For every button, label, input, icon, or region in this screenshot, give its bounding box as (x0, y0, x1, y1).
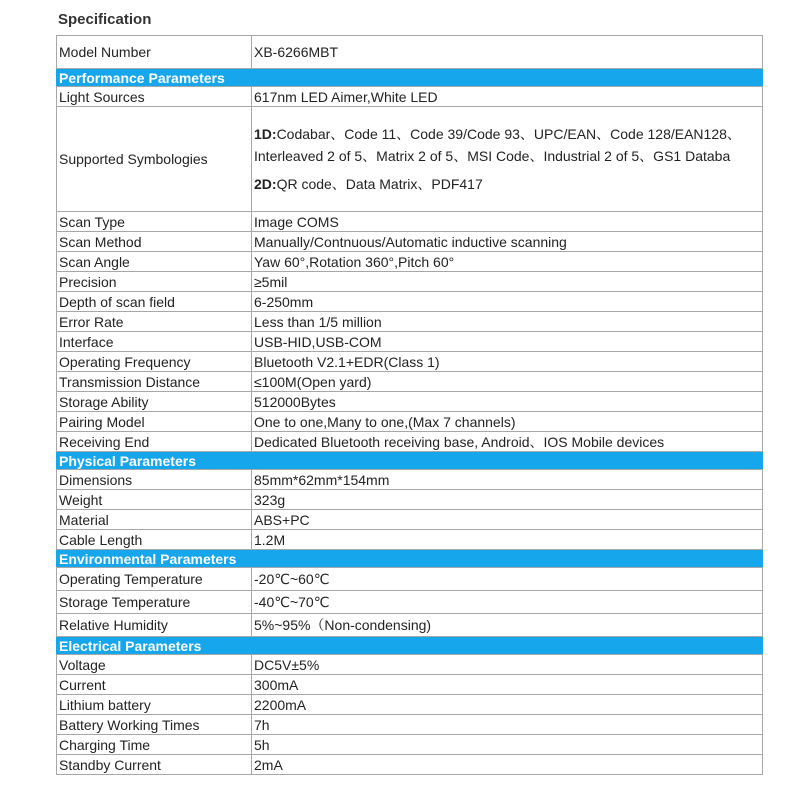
spec-value: 1.2M (252, 530, 763, 550)
spec-label: Interface (57, 332, 252, 352)
spec-value: XB-6266MBT (252, 36, 763, 69)
table-row (57, 252, 763, 272)
spec-value: ≥5mil (252, 272, 763, 292)
spec-value: 2mA (252, 755, 763, 775)
spec-label: Operating Frequency (57, 352, 252, 372)
table-row (57, 87, 763, 107)
spec-value: 5h (252, 735, 763, 755)
table-row (57, 614, 763, 637)
spec-value: ABS+PC (252, 510, 763, 530)
symbology-2d-prefix: 2D: (254, 176, 277, 192)
spec-label: Relative Humidity (57, 614, 252, 637)
table-row (57, 332, 763, 352)
spec-value: -20℃~60℃ (252, 568, 763, 591)
spec-label: Depth of scan field (57, 292, 252, 312)
spec-label: Storage Ability (57, 392, 252, 412)
spec-label: Light Sources (57, 87, 252, 107)
table-row (57, 755, 763, 775)
spec-label: Scan Type (57, 212, 252, 232)
spec-value: 617nm LED Aimer,White LED (252, 87, 763, 107)
spec-value: Bluetooth V2.1+EDR(Class 1) (252, 352, 763, 372)
spec-label: Storage Temperature (57, 591, 252, 614)
table-row (57, 36, 763, 69)
table-row (57, 591, 763, 614)
symbology-2d (254, 176, 483, 192)
table-row (57, 530, 763, 550)
spec-value: DC5V±5% (252, 655, 763, 675)
spec-table (56, 35, 763, 775)
table-row (57, 655, 763, 675)
table-row (57, 352, 763, 372)
table-row (57, 470, 763, 490)
table-row (57, 490, 763, 510)
section-title: Performance Parameters (57, 69, 763, 87)
table-row (57, 695, 763, 715)
spec-label: Supported Symbologies (57, 107, 252, 212)
spec-label: Charging Time (57, 735, 252, 755)
table-row (57, 510, 763, 530)
spec-label: Receiving End (57, 432, 252, 452)
spec-value: USB-HID,USB-COM (252, 332, 763, 352)
spec-value: Dedicated Bluetooth receiving base, Android、IOS Mobile devices (252, 432, 763, 452)
section-header-physical (57, 452, 763, 470)
spec-value: 85mm*62mm*154mm (252, 470, 763, 490)
table-row (57, 212, 763, 232)
spec-label: Standby Current (57, 755, 252, 775)
spec-value: 300mA (252, 675, 763, 695)
table-row (57, 392, 763, 412)
table-row (57, 675, 763, 695)
spec-value: 7h (252, 715, 763, 735)
spec-value: 5%~95%（Non-condensing) (252, 614, 763, 637)
spec-value: 6-250mm (252, 292, 763, 312)
symbology-2d-text: QR code、Data Matrix、PDF417 (276, 176, 483, 192)
section-title: Electrical Parameters (57, 637, 763, 655)
spec-label: Transmission Distance (57, 372, 252, 392)
spec-label: Lithium battery (57, 695, 252, 715)
spec-label: Scan Method (57, 232, 252, 252)
spec-value: One to one,Many to one,(Max 7 channels) (252, 412, 763, 432)
table-row (57, 568, 763, 591)
table-row (57, 735, 763, 755)
spec-value: ≤100M(Open yard) (252, 372, 763, 392)
section-title: Physical Parameters (57, 452, 763, 470)
spec-label: Pairing Model (57, 412, 252, 432)
spec-label: Material (57, 510, 252, 530)
spec-label: Precision (57, 272, 252, 292)
table-row (57, 272, 763, 292)
spec-value: Manually/Contnuous/Automatic inductive scanning (252, 232, 763, 252)
spec-value: 512000Bytes (252, 392, 763, 412)
spec-label: Dimensions (57, 470, 252, 490)
symbology-1d (254, 126, 741, 164)
section-header-environmental (57, 550, 763, 568)
table-row (57, 107, 763, 212)
spec-label: Current (57, 675, 252, 695)
spec-label: Scan Angle (57, 252, 252, 272)
spec-label: Error Rate (57, 312, 252, 332)
spec-value: -40℃~70℃ (252, 591, 763, 614)
spec-label: Voltage (57, 655, 252, 675)
table-row (57, 232, 763, 252)
symbology-1d-text: Codabar、Code 11、Code 39/Code 93、UPC/EAN、Code 128/EAN128、Interleaved 2 of 5、Matrix 2 of 5、MSI Code、Industrial 2 of 5、GS1 Databa (254, 126, 741, 164)
spec-value: 323g (252, 490, 763, 510)
section-header-performance (57, 69, 763, 87)
section-title: Environmental Parameters (57, 550, 763, 568)
page-title: Specification (58, 11, 152, 28)
spec-label: Weight (57, 490, 252, 510)
table-row (57, 292, 763, 312)
spec-value: Less than 1/5 million (252, 312, 763, 332)
spec-value: Image COMS (252, 212, 763, 232)
symbology-1d-prefix: 1D: (254, 126, 277, 142)
spec-value-symbologies (252, 107, 763, 212)
spec-value: Yaw 60°,Rotation 360°,Pitch 60° (252, 252, 763, 272)
section-header-electrical (57, 637, 763, 655)
spec-label: Cable Length (57, 530, 252, 550)
table-row (57, 412, 763, 432)
spec-label: Battery Working Times (57, 715, 252, 735)
table-row (57, 312, 763, 332)
table-row (57, 432, 763, 452)
spec-label: Model Number (57, 36, 252, 69)
spec-label: Operating Temperature (57, 568, 252, 591)
table-row (57, 372, 763, 392)
spec-value: 2200mA (252, 695, 763, 715)
table-row (57, 715, 763, 735)
